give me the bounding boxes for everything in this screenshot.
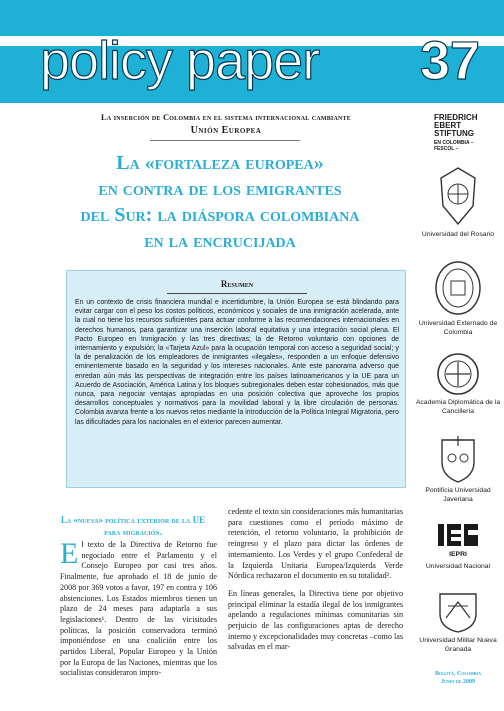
logo-javeriana [412,432,504,504]
fes-name: FRIEDRICH EBERT STIFTUNG [434,113,478,138]
logo-label: Universidad del Rosario [421,231,495,238]
rosario-seal-icon [435,166,481,228]
logo-iepri [412,522,504,571]
publication-info [412,670,504,686]
article-heading: La «nueva» política exterior de la UE para migración. [60,515,206,537]
logo-academia [412,352,504,416]
externado-seal-icon [432,259,484,317]
title-line: del Sur: la diáspora colombiana [80,204,360,226]
publication-date: Junio de 2009 [440,679,475,685]
fes-subtitle: EN COLOMBIA – FESCOL – [434,140,474,152]
iepri-logo-icon [436,522,480,548]
logo-externado [412,259,504,337]
masthead-title: policy paper [40,31,320,91]
article-paragraph: cedente el texto sin consideraciones más humanitarias para cuestiones como el período máximo de retención, el retorno voluntario, la prohibición de reingreso y el plazo para dictar las órdenes de internamiento. Los Verdes y el grupo Confederal de la Izquierda Unitaria Europea/Izquierda Verde Nórdica rechazaron el documento en su totalidad². [228,507,403,581]
article-column-1 [60,537,217,679]
paragraph-text: l texto de la Directiva de Retorno fue negociado entre el Parlamento y el Consejo Europeo por casi tres años. Finalmente, fue aprobado el 18 de junio de 2008 por 369 votos a favor, 197 en contra y 106 abstenciones. Los Estados miembros tienen un plazo de 24 meses para adaptarla a sus legislaciones¹. Dentro de las vicisitudes políticas, la posición conservadora terminó imponiéndose en una coalición entre los partidos Liberal, Popular Europeo y la Unión por la Europa de las Naciones, mientras que los socialistas consideraron impro- [60,540,217,678]
issue-number: 37 [420,31,481,91]
title-line: en la encrucijada [144,230,296,252]
publication-place: Bogotá, Colombia [434,671,481,677]
logo-label: Universidad Externado de Colombia [418,320,498,336]
logo-rosario [412,166,504,240]
summary-heading: Resumen [220,279,254,289]
drop-cap: E [60,537,79,570]
article-paragraph: En líneas generales, la Directiva tiene por objetivo principal eliminar la estadía ilegal de los inmigrantes apelando a regulaciones mínimas comunitarias sin perjuicio de las configuraciones aptas de derecho interno y excepcionalidades muy concretas –como las salvadas en el mar- [228,588,403,652]
section-label: Unión Europea [190,125,262,136]
page-title [40,150,400,254]
summary-body: En un contexto de crisis financiera mundial e incertidumbre, la Unión Europea se está blindando para evitar cargar con el peso los costos políticos, económicos y sociales de una inmigración acelerada, ante la cual no tiene los recursos suficientes para actuar conforme a las recomendaciones internacionales en derechos humanos, para garantizar una inserción laboral equitativa y una integración social plena. El Pacto Europeo en Inmigración y las tres directivas; la de Retorno voluntario con opciones de internamiento y expulsión; la «Tarjeta Azul» para la ocupación temporal con acceso a seguridad social; y la de penalización de los empleadores de inmigrantes «ilegales», responden a un enfoque defensivo eminentemente basado en la seguridad y los intereses nacionales. Ante este panorama adverso que enredan aún más las perspectivas de integración entre los países latinoamericanos y la UE para un Acuerdo de Asociación, América Latina y los bloques subregionales deben estar cohesionados, más que nunca, para negociar ventajas apropiadas en una posición colectiva que aproveche los propios desarrollos conceptuales y normativos para la movilidad laboral y la libre circulación de personas. Colombia avanza frente a los nuevos retos mediante la introducción de la Política Integral Migratoria, pero las dificultades para los nacionales en el exterior parecen aumentar. [75,299,399,426]
academia-seal-icon [436,352,480,396]
summary-divider [167,293,307,294]
summary-box [66,270,406,488]
logo-label: Pontificia Universidad Javeriana [425,487,491,503]
series-kicker: La inserción de Colombia en el sistema internacional cambiante [101,112,351,122]
logo-label: IEPRI [449,551,467,558]
article-paragraph [60,537,217,679]
logo-label: Universidad Militar Nueva Granada [419,637,497,653]
masthead [0,0,504,103]
logo-label: Academia Diplomática de la Cancillería [415,399,501,415]
fes-logo [434,114,494,152]
title-line: La «fortaleza europea» [116,152,324,174]
article-column-2 [228,507,403,653]
sponsor-sidebar [412,104,504,711]
title-line: en contra de los emigrantes [98,178,342,200]
kicker-divider [150,140,300,141]
umng-seal-icon [436,588,480,634]
javeriana-seal-icon [436,432,480,484]
logo-umng [412,588,504,654]
logo-label: Universidad Nacional [425,562,491,570]
